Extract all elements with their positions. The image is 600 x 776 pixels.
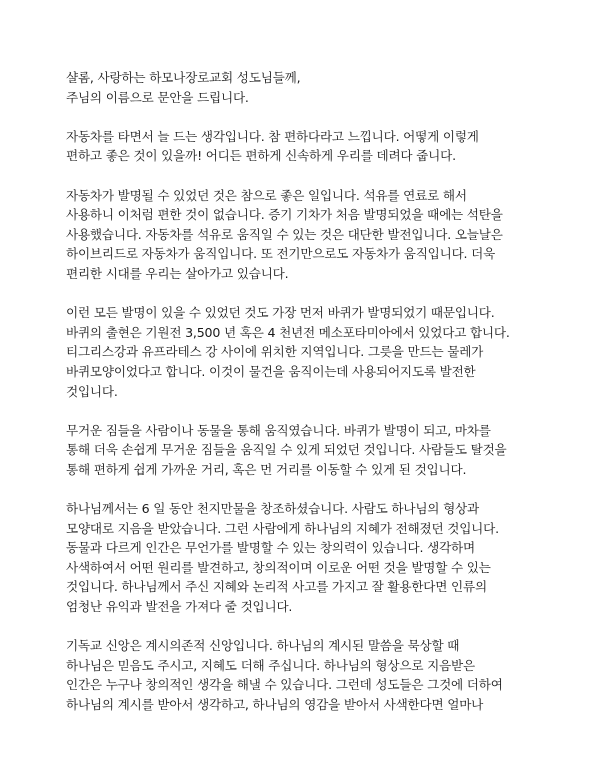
paragraph-heavy-loads [66,421,536,480]
paragraph-gap [66,166,536,186]
text-line: 하나님은 믿음도 주시고, 지혜도 더해 주십니다. 하나님의 형상으로 지음받은 [66,657,475,673]
letter-body [66,68,536,715]
paragraph-gap [66,284,536,304]
paragraph-gap [66,107,536,127]
text-line: 통해 더욱 손쉽게 무거운 짐들을 움직일 수 있게 되었던 것입니다. 사람들도 탈것을 [66,442,507,458]
paragraph-gap [66,479,536,499]
text-line: 모양대로 지음을 받았습니다. 그런 사람에게 하나님의 지혜가 전해졌던 것입니다. [66,520,499,536]
text-line: 샬롬, 사랑하는 하모나장로교회 성도님들께, [66,70,301,85]
paragraph-gap [66,617,536,637]
paragraph-greeting [66,68,536,107]
text-line: 편리한 시대를 우리는 살아가고 있습니다. [66,265,289,281]
text-line: 통해 편하게 쉽게 가까운 거리, 혹은 먼 거리를 이동할 수 있게 된 것입니다. [66,461,467,477]
text-line: 것입니다. 하나님께서 주신 지혜와 논리적 사고를 가지고 잘 활용한다면 인류의 [66,579,487,595]
text-line: 티그리스강과 유프라테스 강 사이에 위치한 지역입니다. 그릇을 만드는 물레가 [66,344,484,360]
text-line: 엄청난 유익과 발전을 가져다 줄 것입니다. [66,599,293,615]
text-line: 것입니다. [66,383,118,399]
paragraph-car-invention [66,186,536,284]
text-line: 인간은 누구나 창의적인 생각을 해낼 수 있습니다. 그런데 성도들은 그것에 더하여 [66,677,503,693]
text-line: 하이브리드로 자동차가 움직입니다. 또 전기만으로도 자동차가 움직입니다. 더욱 [66,246,496,262]
text-line: 자동차를 타면서 늘 드는 생각입니다. 참 편하다라고 느낍니다. 어떻게 이렇게 [66,128,479,144]
paragraph-revelation [66,636,536,714]
text-line: 자동차가 발명될 수 있었던 것은 참으로 좋은 일입니다. 석유를 연료로 해서 [66,187,467,203]
paragraph-wheel-invention [66,303,536,401]
paragraph-car-convenience [66,127,536,166]
paragraph-gap [66,401,536,421]
text-line: 하나님께서는 6 일 동안 천지만물을 창조하셨습니다. 사람도 하나님의 형상과 [66,501,479,517]
text-line: 바퀴모양이었다고 합니다. 이것이 물건을 움직이는데 사용되어지도록 발전한 [66,363,476,379]
text-line: 주님의 이름으로 문안을 드립니다. [66,89,249,105]
text-line: 바퀴의 출현은 기원전 3,500 년 혹은 4 천년전 메소포타미아에서 있었다고 합니다. [66,324,510,340]
text-line: 하나님의 계시를 받아서 생각하고, 하나님의 영감을 받아서 사색한다면 얼마나 [66,697,484,712]
text-line: 사색하여서 어떤 원리를 발견하고, 창의적이며 이로운 어떤 것을 발명할 수 있는 [66,559,491,575]
paragraph-creation [66,499,536,617]
text-line: 사용하니 이처럼 편한 것이 없습니다. 증기 기차가 처음 발명되었을 때에는 석탄을 [66,207,503,223]
text-line: 사용했습니다. 자동차를 석유로 움직일 수 있는 것은 대단한 발전입니다. 오늘날은 [66,226,503,242]
text-line: 동물과 다르게 인간은 무언가를 발명할 수 있는 창의력이 있습니다. 생각하며 [66,540,475,556]
text-line: 무거운 짐들을 사람이나 동물을 통해 움직였습니다. 바퀴가 발명이 되고, 마차를 [66,422,491,438]
text-line: 편하고 좋은 것이 있을까! 어디든 편하게 신속하게 우리를 데려다 줍니다. [66,148,456,164]
text-line: 이런 모든 발명이 있을 수 있었던 것도 가장 먼저 바퀴가 발명되었기 때문입니다. [66,305,495,321]
text-line: 기독교 신앙은 계시의존적 신앙입니다. 하나님의 계시된 말씀을 묵상할 때 [66,638,460,654]
